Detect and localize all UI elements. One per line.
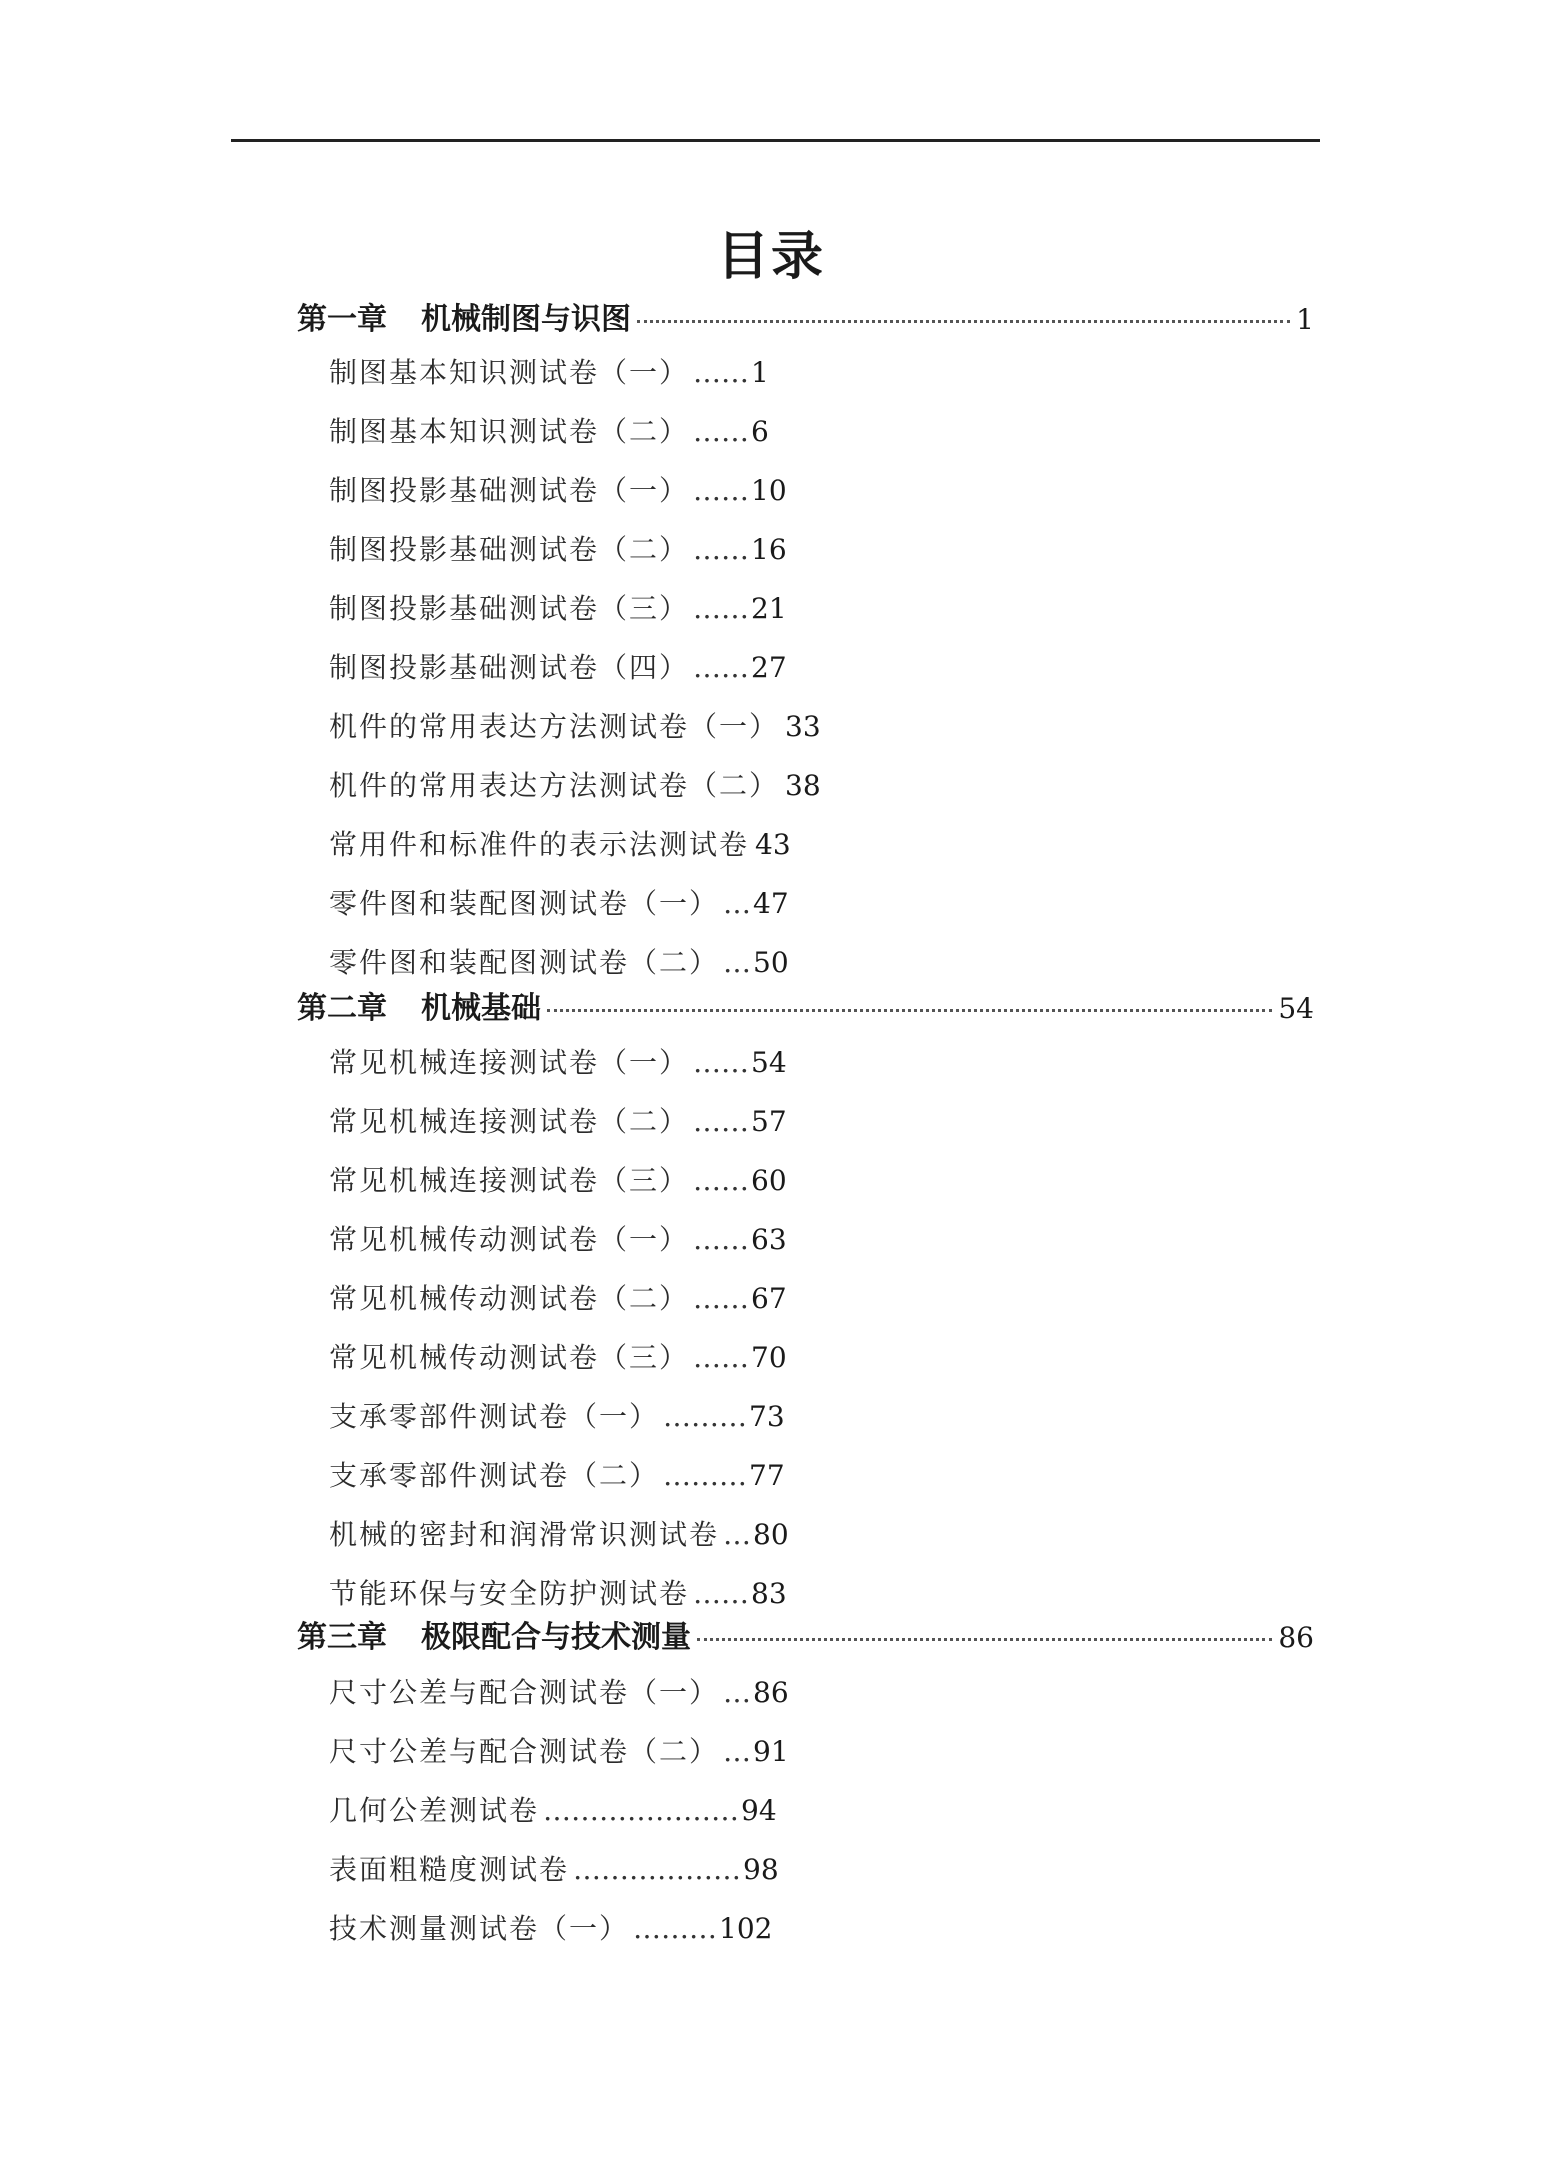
entry-leader: … [723,887,752,920]
toc-chapter-1[interactable] [297,297,1314,343]
toc-entry[interactable] [329,1158,787,1204]
entry-page-number: 50 [753,946,789,979]
chapter-page-number: 1 [1296,303,1314,336]
entry-leader: ……… [663,1400,748,1433]
entry-leader: … [723,1518,752,1551]
entry-title: 常见机械连接测试卷（二） [329,1105,690,1138]
chapter-number: 第二章 [297,991,387,1026]
entry-title: 常见机械传动测试卷（二） [329,1282,690,1315]
chapter-title: 机械制图与识图 [421,302,631,337]
entry-page-number: 47 [753,887,789,920]
entry-leader: …… [693,533,750,566]
entry-title: 常用件和标准件的表示法测试卷 [329,828,750,861]
dot-leader [697,1638,1272,1641]
toc-entry[interactable] [329,1099,787,1145]
toc-entry[interactable] [329,763,821,809]
entry-page-number: 70 [751,1341,787,1374]
page-title: 目录 [716,227,825,287]
entry-title: 节能环保与安全防护测试卷 [329,1577,690,1610]
toc-entry[interactable] [329,1335,787,1381]
entry-page-number: 27 [751,651,787,684]
entry-page-number: 67 [751,1282,787,1315]
toc-entry[interactable] [329,1394,785,1440]
entry-page-number: 38 [785,769,821,802]
toc-entry[interactable] [329,1512,789,1558]
toc-entry[interactable] [329,940,789,986]
entry-title: 常见机械传动测试卷（三） [329,1341,690,1374]
entry-leader: …… [693,474,750,507]
entry-page-number: 63 [751,1223,787,1256]
toc-entry[interactable] [329,1217,787,1263]
entry-page-number: 57 [751,1105,787,1138]
entry-title: 表面粗糙度测试卷 [329,1853,570,1886]
entry-title: 尺寸公差与配合测试卷（二） [329,1735,720,1768]
entry-leader: … [723,1676,752,1709]
entry-page-number: 60 [751,1164,787,1197]
toc-entry[interactable] [329,1571,787,1617]
entry-page-number: 102 [719,1912,773,1945]
toc-entry[interactable] [329,1276,787,1322]
entry-title: 支承零部件测试卷（一） [329,1400,660,1433]
entry-title: 零件图和装配图测试卷（一） [329,887,720,920]
entry-leader: …… [693,1577,750,1610]
entry-page-number: 91 [753,1735,789,1768]
entry-title: 技术测量测试卷（一） [329,1912,630,1945]
toc-entry[interactable] [329,645,787,691]
toc-entry[interactable] [329,1906,772,1952]
toc-entry[interactable] [329,468,787,514]
chapter-number: 第三章 [297,1620,387,1655]
entry-title: 常见机械连接测试卷（一） [329,1046,690,1079]
entry-page-number: 83 [751,1577,787,1610]
entry-leader: … [723,1735,752,1768]
entry-leader: ……… [663,1459,748,1492]
entry-title: 制图基本知识测试卷（二） [329,415,690,448]
entry-page-number: 1 [751,356,769,389]
entry-leader: …… [693,1164,750,1197]
chapter-title: 极限配合与技术测量 [421,1620,691,1655]
chapter-page-number: 86 [1278,1621,1314,1654]
entry-leader: …… [693,415,750,448]
entry-leader: …… [693,1223,750,1256]
entry-page-number: 21 [751,592,787,625]
entry-title: 制图基本知识测试卷（一） [329,356,690,389]
entry-page-number: 10 [751,474,787,507]
toc-entry[interactable] [329,1729,789,1775]
entry-page-number: 16 [751,533,787,566]
entry-title: 制图投影基础测试卷（三） [329,592,690,625]
entry-page-number: 98 [743,1853,779,1886]
entry-page-number: 33 [785,710,821,743]
entry-leader: ……………… [573,1853,742,1886]
entry-leader: … [723,946,752,979]
entry-page-number: 73 [749,1400,785,1433]
toc-entry[interactable] [329,527,787,573]
entry-leader: …… [693,356,750,389]
chapter-number: 第一章 [297,302,387,337]
toc-entry[interactable] [329,1847,779,1893]
entry-title: 尺寸公差与配合测试卷（一） [329,1676,720,1709]
entry-title: 机件的常用表达方法测试卷（一） [329,710,780,743]
entry-title: 常见机械连接测试卷（三） [329,1164,690,1197]
toc-chapter-3[interactable] [297,1615,1314,1661]
entry-page-number: 77 [749,1459,785,1492]
toc-entry[interactable] [329,1040,787,1086]
entry-title: 制图投影基础测试卷（四） [329,651,690,684]
entry-title: 支承零部件测试卷（二） [329,1459,660,1492]
toc-entry[interactable] [329,1453,785,1499]
dot-leader [547,1009,1272,1012]
entry-page-number: 43 [755,828,791,861]
entry-title: 制图投影基础测试卷（二） [329,533,690,566]
entry-title: 常见机械传动测试卷（一） [329,1223,690,1256]
entry-leader: …… [693,1105,750,1138]
entry-page-number: 54 [751,1046,787,1079]
toc-entry[interactable] [329,822,791,868]
entry-leader: …… [693,1282,750,1315]
chapter-title: 机械基础 [421,991,541,1026]
entry-page-number: 94 [741,1794,777,1827]
dot-leader [637,320,1290,323]
entry-page-number: 6 [751,415,769,448]
entry-leader: …… [693,1046,750,1079]
entry-leader: ……… [633,1912,718,1945]
entry-leader: …… [693,1341,750,1374]
toc-entry[interactable] [329,586,787,632]
entry-title: 零件图和装配图测试卷（二） [329,946,720,979]
toc-entry[interactable] [329,1670,789,1716]
entry-title: 几何公差测试卷 [329,1794,540,1827]
toc-entry[interactable] [329,881,789,927]
entry-title: 机件的常用表达方法测试卷（二） [329,769,780,802]
toc-entry[interactable] [329,704,821,750]
entry-page-number: 86 [753,1676,789,1709]
entry-leader: …… [693,651,750,684]
toc-entry[interactable] [329,350,769,396]
entry-leader: …… [693,592,750,625]
entry-title: 制图投影基础测试卷（一） [329,474,690,507]
entry-page-number: 80 [753,1518,789,1551]
toc-chapter-2[interactable] [297,986,1314,1032]
toc-entry[interactable] [329,409,769,455]
chapter-page-number: 54 [1278,992,1314,1025]
entry-leader: ………………… [543,1794,740,1827]
toc-entry[interactable] [329,1788,777,1834]
entry-title: 机械的密封和润滑常识测试卷 [329,1518,720,1551]
